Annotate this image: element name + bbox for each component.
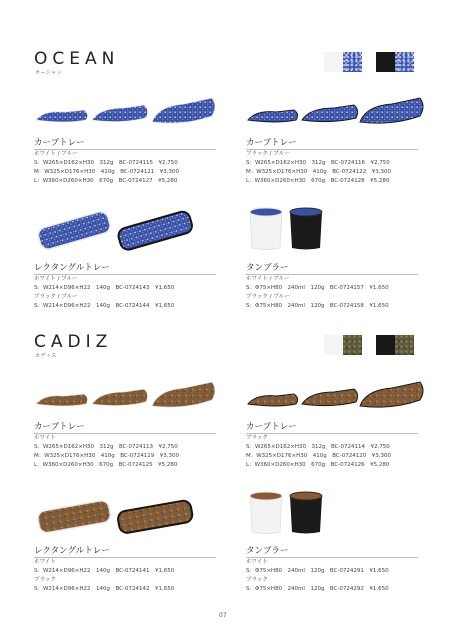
color-label: ホワイト [34,435,56,441]
swatch-white [324,52,343,72]
spec-row: S：W265×D162×H30 312g BC-0724116 ¥2,750 [246,160,390,166]
color-label: ブラック / ブルー [246,151,290,157]
product-name: タンブラー [246,263,289,273]
spec-row: M：W325×D176×H30 410g BC-0724122 ¥3,300 [246,169,391,175]
series-title-cadiz: CADIZ [34,332,113,352]
spec-row: S：Φ75×H80 240ml 120g BC-0724157 ¥1,650 [246,285,389,291]
product-name: レクタングルトレー [34,546,110,556]
divider [34,433,216,434]
spec-row: S：W265×D162×H30 312g BC-0724115 ¥2,750 [34,160,178,166]
color-label: ブラック [246,435,268,441]
color-label: ホワイト [246,559,268,565]
page-number: 07 [219,612,227,619]
swatch-black [376,52,395,72]
spec-row: S：W214×D96×H22 140g BC-0724143 ¥1,650 [34,285,175,291]
spec-row: L：W360×D260×H30 670g BC-0724126 ¥5,280 [246,462,390,468]
cadiz-curve-trays-black-image [246,380,426,414]
product-name: カーブトレー [34,422,85,432]
divider [246,433,418,434]
product-name: タンブラー [246,546,289,556]
product-name: カーブトレー [34,138,85,148]
spec-row: L：W360×D260×H30 670g BC-0724125 ¥5,280 [34,462,178,468]
ocean-rectangle-trays-image [34,206,194,252]
spec-row: S：W214×D96×H22 140g BC-0724142 ¥1,650 [34,586,175,592]
color-label: ホワイト / ブルー [34,151,78,157]
divider [246,557,418,558]
swatch-ocean-pattern [343,52,362,72]
spec-row: M：W325×D176×H30 410g BC-0724121 ¥3,300 [34,169,179,175]
spec-row: S：Φ75×H80 240ml 120g BC-0724292 ¥1,650 [246,586,389,592]
ocean-tumblers-image [246,206,336,252]
spec-row: S：W214×D96×H22 140g BC-0724144 ¥1,650 [34,303,175,309]
swatch-white [324,335,343,355]
series-subtitle-ocean: オーシャン [35,70,63,76]
swatch-ocean-pattern [395,52,414,72]
color-label: ブラック [246,577,268,583]
product-name: レクタングルトレー [34,263,110,273]
swatch-black [376,335,395,355]
series-subtitle-cadiz: カディス [35,353,57,359]
spec-row: S：W265×D162×H30 312g BC-0724114 ¥2,750 [246,444,390,450]
spec-row: S：Φ75×H80 240ml 120g BC-0724291 ¥1,650 [246,568,389,574]
cadiz-rectangle-trays-image [34,492,194,538]
spec-row: M：W325×D176×H30 410g BC-0724120 ¥3,300 [246,453,391,459]
swatch-cadiz-pattern [343,335,362,355]
series-title-ocean: OCEAN [34,49,120,69]
color-label: ホワイト / ブルー [246,276,290,282]
spec-row: L：W360×D260×H30 670g BC-0724127 ¥5,280 [34,178,178,184]
color-label: ホワイト [34,559,56,565]
product-name: カーブトレー [246,422,297,432]
divider [34,557,216,558]
spec-row: L：W360×D260×H30 670g BC-0724128 ¥5,280 [246,178,390,184]
product-name: カーブトレー [246,138,297,148]
cadiz-curve-trays-white-image [34,380,219,414]
spec-row: M：W325×D176×H30 410g BC-0724119 ¥3,300 [34,453,179,459]
spec-row: S：W214×D96×H22 140g BC-0724141 ¥1,650 [34,568,175,574]
spec-row: S：W265×D162×H30 312g BC-0724113 ¥2,750 [34,444,178,450]
color-label: ブラック / ブルー [34,294,78,300]
ocean-curve-trays-black-image [246,96,426,130]
color-label: ホワイト / ブルー [34,276,78,282]
spec-row: S：Φ75×H80 240ml 120g BC-0724158 ¥1,650 [246,303,389,309]
color-label: ブラック / ブルー [246,294,290,300]
ocean-curve-trays-white-image [34,96,219,130]
swatch-cadiz-pattern [395,335,414,355]
color-label: ブラック [34,577,56,583]
cadiz-tumblers-image [246,490,336,536]
